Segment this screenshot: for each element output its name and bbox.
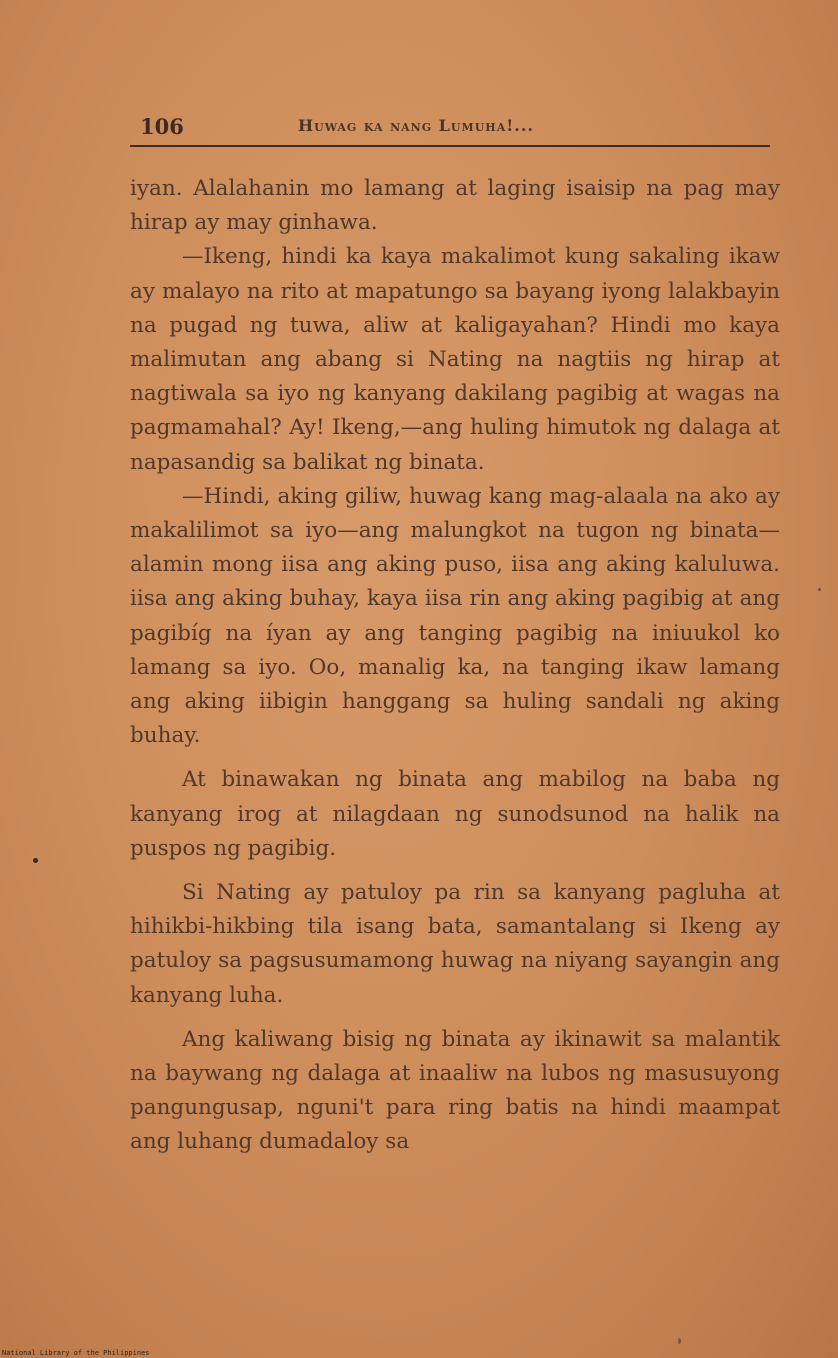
paper-speck: [678, 1338, 681, 1344]
paragraph-2: —Ikeng, hindi ka kaya makalimot kung sakaling ikaw ay malayo na rito at mapatungo sa bayang iyong lalakbayin na pugad ng tuwa, aliw at kaligayahan? Hindi mo kaya malimutan ang abang si Nating na nagtiis ng hirap at nagtiwala sa iyo ng kanyang dakilang pagibig at wagas na pagmamahal? Ay! Ikeng,—ang huling himutok ng dalaga at napasandig sa balikat ng binata.: [130, 244, 780, 475]
page-number: 106: [140, 114, 184, 139]
paragraph-1: iyan. Alalahanin mo lamang at laging isaisip na pag may hirap ay may ginhawa.: [130, 176, 780, 236]
paragraph-6: Ang kaliwang bisig ng binata ay ikinawit sa malantik na baywang ng dalaga at inaaliw na lubos ng masusuyong pangungusap, nguni't para ring batis na hindi maampat ang luhang dumadaloy sa: [130, 1026, 780, 1155]
paragraph-5: Si Nating ay patuloy pa rin sa kanyang pagluha at hihikbi-hikbing tila isang bata, samantalang si Ikeng ay patuloy sa pagsusumamong huwag na niyang sayangin ang kanyang luha.: [130, 880, 780, 1008]
library-credit: National Library of the Philippines: [2, 1349, 150, 1357]
paper-speck: [33, 858, 38, 863]
running-title: Huwag ka nang Lumuha!...: [298, 116, 534, 135]
page-header: [130, 112, 770, 142]
paper-speck: [818, 588, 821, 591]
paragraph-4: At binawakan ng binata ang mabilog na baba ng kanyang irog at nilagdaan ng sunodsunod na halik na puspos ng pagibig.: [130, 767, 780, 861]
paragraph-3: —Hindi, aking giliw, huwag kang mag-alaala na ako ay makalilimot sa iyo—ang malungkot na tugon ng binata—alamin mong iisa ang aking puso, iisa ang aking kaluluwa. iisa ang aking buhay, kaya iisa rin ang aking pagibig at ang pagibíg na íyan ay ang tanging pagibig na iniuukol ko lamang sa iyo. Oo, manalig ka, na tanging ikaw lamang ang aking iibigin hanggang sa huling sandali ng aking buhay.: [130, 483, 780, 749]
body-text: [130, 172, 780, 1160]
header-rule: [130, 145, 770, 147]
